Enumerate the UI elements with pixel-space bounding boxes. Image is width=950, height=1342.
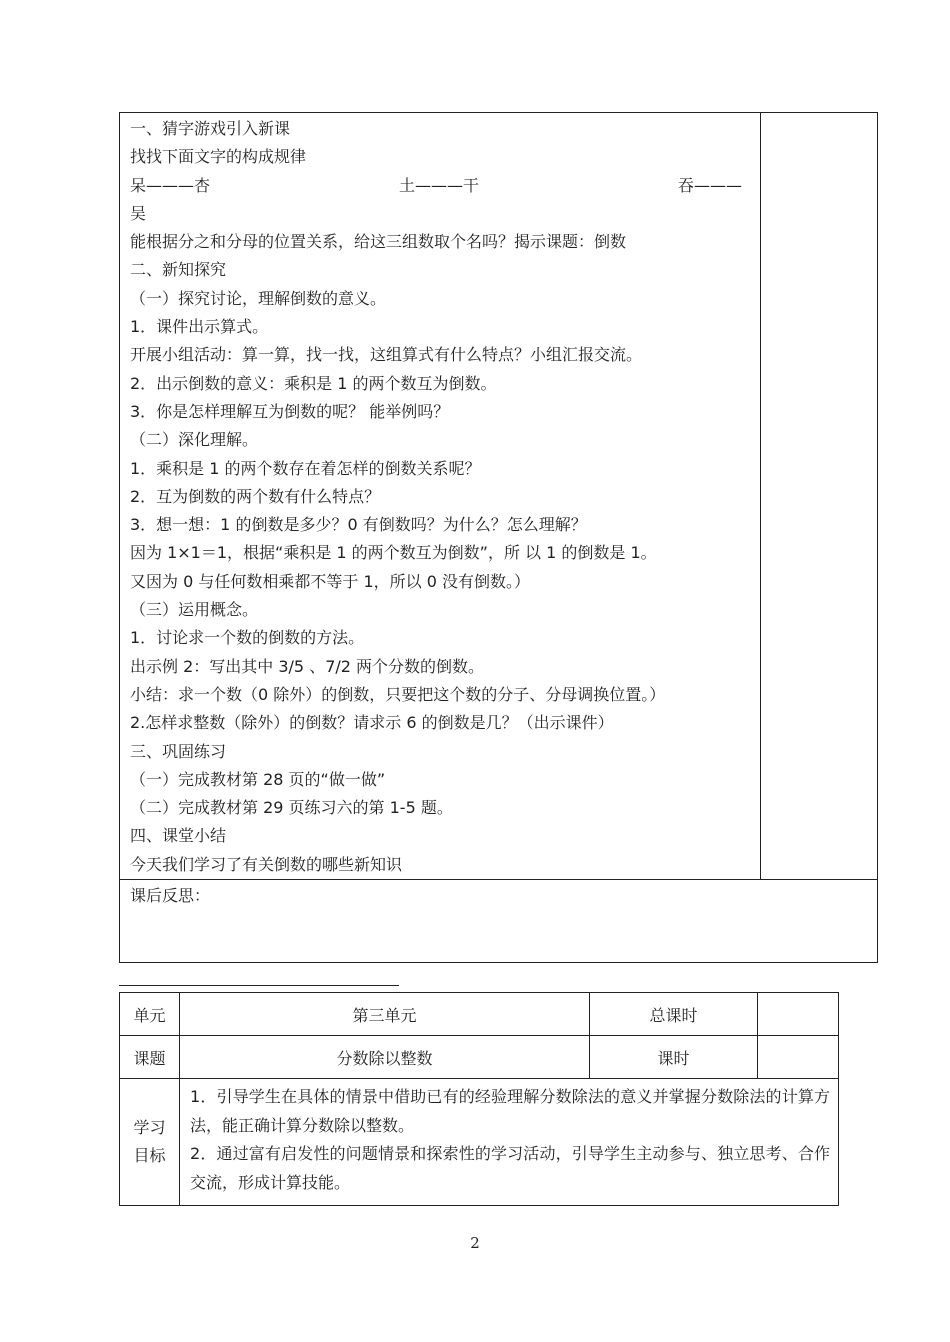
content-line: 小结：求一个数（0 除外）的倒数，只要把这个数的分子、分母调换位置。）: [130, 684, 666, 704]
content-line: 开展小组活动：算一算，找一找，这组算式有什么特点？小组汇报交流。: [130, 345, 643, 365]
hours-value: [758, 1036, 838, 1079]
hours-label: 课时: [590, 1036, 758, 1079]
content-line: 1．讨论求一个数的倒数的方法。: [130, 628, 365, 648]
content-line: 3．你是怎样理解互为倒数的呢？ 能举例吗？: [130, 401, 450, 421]
content-line: （一）完成教材第 28 页的“做一做”: [130, 769, 386, 789]
goal-item: 1．引导学生在具体的情景中借助已有的经验理解分数除法的意义并掌握分数除法的计算方法，能正确计算分数除以整数。: [190, 1087, 830, 1135]
content-line: （一）探究讨论，理解倒数的意义。: [130, 288, 387, 308]
goals-label-line: 学习: [133, 1118, 166, 1137]
guess-item: 吞———: [678, 175, 743, 195]
section-heading: 二、新知探究: [130, 260, 227, 280]
content-line: 又因为 0 与任何数相乘都不等于 1，所以 0 没有倒数。）: [130, 571, 530, 591]
total-hours-value: [758, 993, 838, 1036]
unit-value: 第三单元: [180, 993, 590, 1036]
lesson-info-table: [119, 992, 839, 1206]
content-line: 3．想一想：1 的倒数是多少？0 有倒数吗？为什么？怎么理解？: [130, 515, 587, 535]
guess-row: [130, 172, 760, 200]
lesson-content-cell: [120, 113, 761, 880]
separator-line: [119, 985, 399, 986]
content-line: 能根据分之和分母的位置关系，给这三组数取个名吗？揭示课题：倒数: [130, 232, 627, 252]
unit-label: 单元: [120, 993, 180, 1036]
content-line: 因为 1×1＝1，根据“乘积是 1 的两个数互为倒数”，所 以 1 的倒数是 1。: [130, 543, 657, 563]
page-number: 2: [470, 1234, 480, 1252]
content-line: 2．出示倒数的意义：乘积是 1 的两个数互为倒数。: [130, 373, 497, 393]
content-line: 1．课件出示算式。: [130, 317, 269, 337]
topic-label: 课题: [120, 1036, 180, 1079]
content-line: 1．乘积是 1 的两个数存在着怎样的倒数关系呢？: [130, 458, 481, 478]
content-line: 找找下面文字的构成规律: [130, 147, 307, 167]
total-hours-label: 总课时: [590, 993, 758, 1036]
guess-item: 呆———杏: [130, 175, 211, 195]
content-line: （二）深化理解。: [130, 430, 259, 450]
notes-cell: [761, 113, 877, 880]
content-line: 吴: [130, 203, 147, 223]
goals-content: [180, 1079, 838, 1205]
content-line: （二）完成教材第 29 页练习六的第 1-5 题。: [130, 798, 453, 818]
section-heading: 四、课堂小结: [130, 826, 227, 846]
content-line: 2．互为倒数的两个数有什么特点？: [130, 486, 381, 506]
reflection-label: 课后反思：: [130, 886, 211, 905]
guess-item: 土———干: [399, 175, 480, 195]
section-heading: 三、巩固练习: [130, 741, 227, 761]
content-line: 一、猜字游戏引入新课: [130, 119, 291, 138]
goals-label-line: 目标: [133, 1146, 166, 1165]
content-line: 2.怎样求整数（除外）的倒数？请求示 6 的倒数是几？（出示课件）: [130, 713, 614, 733]
content-line: （三）运用概念。: [130, 600, 259, 620]
reflection-cell: [120, 880, 877, 962]
content-line: 出示例 2：写出其中 3/5 、7/2 两个分数的倒数。: [130, 656, 485, 676]
content-line: 今天我们学习了有关倒数的哪些新知识: [130, 854, 403, 874]
goal-item: 2．通过富有启发性的问题情景和探索性的学习活动，引导学生主动参与、独立思考、合作交流，形成计算技能。: [190, 1144, 830, 1192]
topic-value: 分数除以整数: [180, 1036, 590, 1079]
goals-label: [120, 1079, 180, 1205]
lesson-plan-table: [119, 112, 878, 963]
